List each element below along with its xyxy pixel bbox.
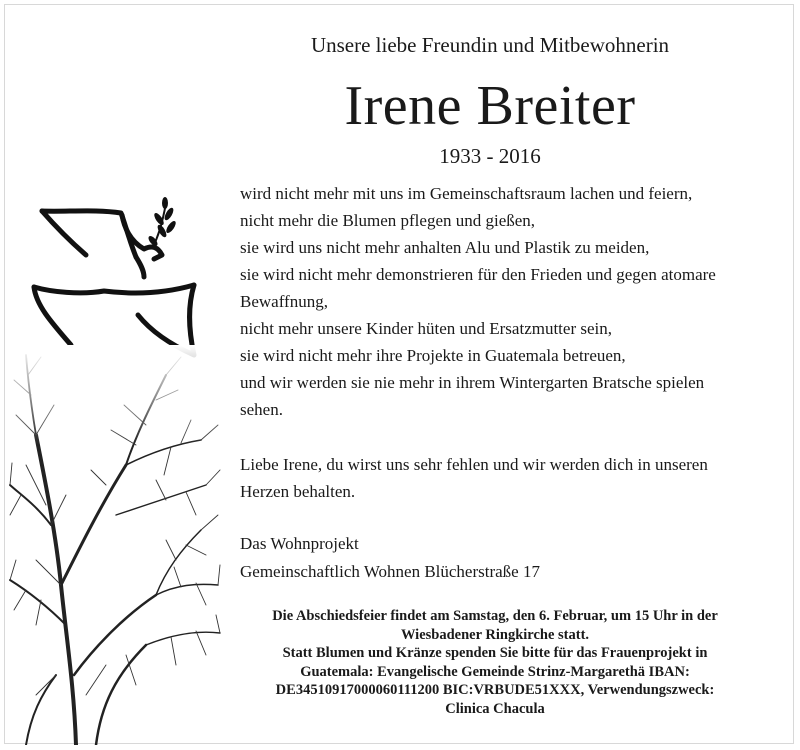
signature-line: Das Wohnprojekt	[240, 534, 359, 553]
notice-line: Clinica Chacula	[445, 700, 545, 717]
notice-line: DE34510917000060111200 BIC:VRBUDE51XXX, Verwendungszweck:	[275, 682, 715, 698]
poem-line: sie wird nicht mehr ihre Projekte in Guatemala betreuen,	[240, 346, 626, 365]
signature-line: Gemeinschaftlich Wohnen Blücherstraße 17	[240, 562, 540, 581]
farewell-line: Liebe Irene, du wirst uns sehr fehlen und wir werden dich in unseren	[240, 455, 708, 474]
poem-line: nicht mehr unsere Kinder hüten und Ersatzmutter sein,	[240, 319, 612, 338]
tree-branches-image	[6, 345, 226, 745]
poem-line: sie wird nicht mehr demonstrieren für den Frieden und gegen atomare	[240, 265, 716, 284]
dove-with-olive-branch-icon	[26, 197, 206, 362]
notice-line: Wiesbadener Ringkirche statt.	[400, 626, 590, 643]
notice-line: Die Abschiedsfeier findet am Samstag, den 6. Februar, um 15 Uhr in der	[272, 608, 718, 624]
notice-line: Statt Blumen und Kränze spenden Sie bitte für das Frauenprojekt in	[282, 645, 708, 661]
farewell-line: Herzen behalten.	[240, 482, 356, 501]
notice-line: Guatemala: Evangelische Gemeinde Strinz-Margarethä IBAN:	[300, 663, 690, 680]
poem-text	[240, 180, 780, 423]
poem-line: sie wird uns nicht mehr anhalten Alu und Plastik zu meiden,	[240, 238, 650, 257]
intro-text: Unsere liebe Freundin und Mitbewohnerin	[310, 33, 670, 57]
poem-line: und wir werden sie nie mehr in ihrem Wintergarten Bratsche spielen	[240, 373, 705, 392]
signature	[240, 530, 780, 586]
funeral-notice	[240, 607, 750, 718]
poem-line: nicht mehr die Blumen pflegen und gießen,	[240, 211, 536, 230]
poem-line: sehen.	[240, 400, 283, 419]
farewell-text	[240, 451, 780, 505]
poem-line: Bewaffnung,	[240, 292, 328, 311]
poem-line: wird nicht mehr mit uns im Gemeinschaftsraum lachen und feiern,	[240, 184, 693, 203]
deceased-name: Irene Breiter	[344, 75, 636, 137]
life-years: 1933 - 2016	[439, 144, 541, 168]
